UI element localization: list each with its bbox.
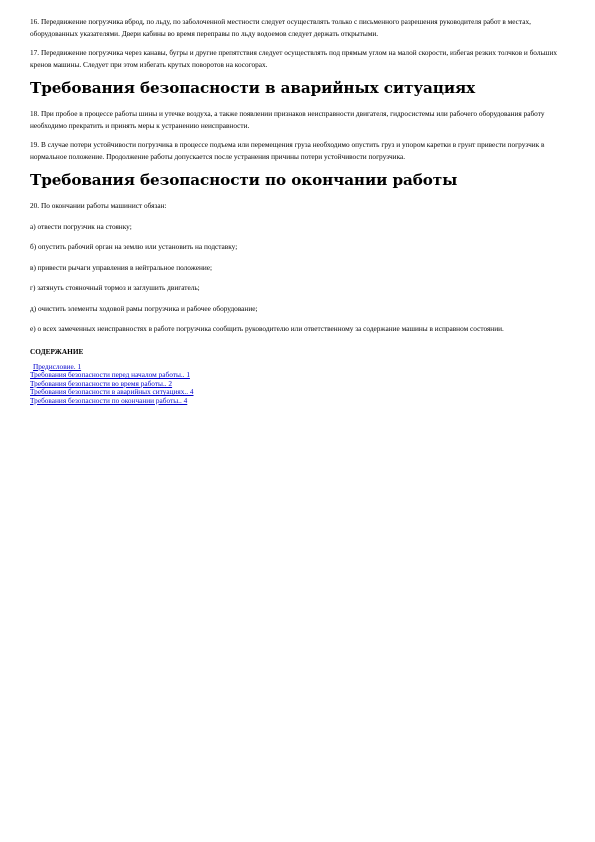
toc-link-end-of-work[interactable]: Требования безопасности по окончании работы.. 4	[30, 395, 188, 405]
toc-link-during-work[interactable]: Требования безопасности во время работы.. 2	[30, 378, 173, 388]
heading-end-of-work: Требования безопасности по окончании работы	[30, 171, 458, 189]
list-item-e: д) очистить элементы ходовой рамы погрузчика и рабочее оборудование;	[30, 303, 258, 313]
toc-link-emergency[interactable]: Требования безопасности в аварийных ситуациях.. 4	[30, 387, 194, 397]
table-of-contents	[30, 363, 560, 406]
paragraph-17: 17. Передвижение погрузчика через канавы, бугры и другие препятствия следует осуществлять под прямым углом на малой скорости, избегая резких толчков и больших кренов машины. Следует при этом избегать крутых поворотов на косогорах.	[30, 48, 557, 69]
toc-link-before-work[interactable]: Требования безопасности перед началом работы.. 1	[30, 370, 190, 380]
list-item-b: б) опустить рабочий орган на землю или установить на подставку;	[30, 242, 238, 251]
list-item-f: е) о всех замеченных неисправностях в работе погрузчика сообщить руководителю или ответственному за содержание машины в исправном состоянии.	[30, 324, 504, 333]
paragraph-20: 20. По окончании работы машинист обязан:	[30, 201, 167, 210]
contents-title: СОДЕРЖАНИЕ	[30, 346, 84, 356]
heading-emergency: Требования безопасности в аварийных ситуациях	[30, 79, 476, 97]
paragraph-19: 19. В случае потери устойчивости погрузчика в процессе подъема или перемещения груза необходимо опустить груз и упором каретки в грунт привести погрузчик в нормальное положение. Продолжение работы допускается после устранения причины потери устойчивости погрузчика.	[30, 140, 545, 161]
paragraph-16: 16. Передвижение погрузчика вброд, по льду, по заболоченной местности следует осуществлять только с письменного разрешения руководителя работ в местах, оборудованных указателями. Двери кабины во время переправы по льду водоемов следует держать открытыми.	[30, 17, 531, 38]
document-page	[30, 16, 560, 405]
list-item-d: г) затянуть стояночный тормоз и заглушить двигатель;	[30, 283, 200, 292]
list-item-a: а) отвести погрузчик на стоянку;	[30, 221, 132, 231]
toc-item	[30, 397, 560, 406]
list-item-c: в) привести рычаги управления в нейтральное положение;	[30, 262, 213, 272]
paragraph-18: 18. При пробое в процессе работы шины и утечке воздуха, а также появлении признаков неисправности двигателя, гидросистемы или рабочего оборудования работу необходимо прекратить и принять меры к устранению неисправности.	[30, 109, 545, 130]
toc-link-preface[interactable]: Предисловие. 1	[33, 361, 82, 371]
